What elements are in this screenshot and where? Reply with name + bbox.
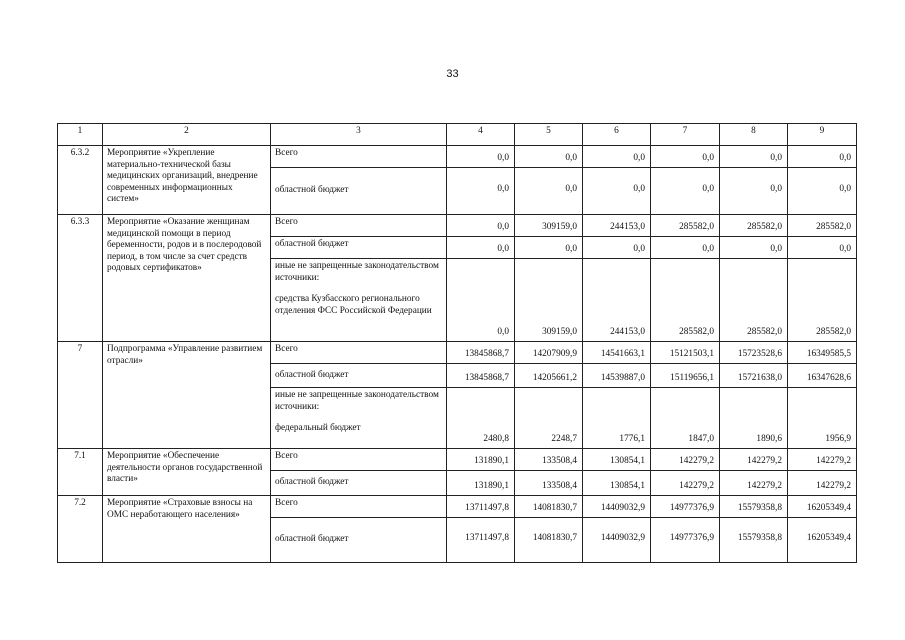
funding-source: областной бюджет [271,168,447,215]
value-cell: 13711497,8 [447,496,515,518]
value-cell: 0,0 [720,237,788,259]
value-cell: 285582,0 [720,259,788,342]
value-cell: 0,0 [515,168,583,215]
funding-source: Всего [271,496,447,518]
activity-name: Мероприятие «Оказание женщинам медицинской помощи в период беременности, родов и в послеродовой период, в том числе за счет средств родовых сертификатов» [103,215,271,342]
value-cell: 133508,4 [515,471,583,496]
value-cell: 285582,0 [788,215,857,237]
value-cell: 16347628,6 [788,364,857,388]
value-cell: 13845868,7 [447,342,515,364]
value-cell: 142279,2 [788,449,857,471]
value-cell: 0,0 [447,237,515,259]
value-cell: 14977376,9 [651,496,720,518]
value-cell: 0,0 [515,146,583,168]
row-number: 7.2 [58,496,103,563]
value-cell: 15579358,8 [720,518,788,563]
value-cell: 142279,2 [720,449,788,471]
funding-source: областной бюджет [271,518,447,563]
header-cell: 1 [58,124,103,146]
value-cell: 14977376,9 [651,518,720,563]
header-cell: 2 [103,124,271,146]
value-cell: 14539887,0 [583,364,651,388]
value-cell: 16349585,5 [788,342,857,364]
value-cell: 0,0 [583,146,651,168]
value-cell: 142279,2 [651,471,720,496]
header-cell: 6 [583,124,651,146]
value-cell: 15119656,1 [651,364,720,388]
value-cell: 131890,1 [447,471,515,496]
value-cell: 0,0 [788,168,857,215]
value-cell: 244153,0 [583,215,651,237]
value-cell: 309159,0 [515,215,583,237]
value-cell: 0,0 [447,215,515,237]
activity-name: Мероприятие «Укрепление материально-технической базы медицинских организаций, внедрение современных информационных систем» [103,146,271,215]
value-cell: 285582,0 [651,259,720,342]
header-cell: 5 [515,124,583,146]
value-cell: 16205349,4 [788,496,857,518]
row-number: 6.3.3 [58,215,103,342]
value-cell: 1956,9 [788,388,857,449]
value-cell: 0,0 [447,146,515,168]
value-cell: 285582,0 [720,215,788,237]
funding-source: областной бюджет [271,364,447,388]
header-row [58,124,857,146]
value-cell: 15723528,6 [720,342,788,364]
funding-source: Всего [271,215,447,237]
value-cell: 0,0 [788,237,857,259]
value-cell: 309159,0 [515,259,583,342]
value-cell: 0,0 [720,168,788,215]
funding-source: Всего [271,449,447,471]
activity-name: Мероприятие «Страховые взносы на ОМС неработающего населения» [103,496,271,563]
funding-source: областной бюджет [271,237,447,259]
value-cell: 16205349,4 [788,518,857,563]
funding-source: Всего [271,342,447,364]
value-cell: 0,0 [583,237,651,259]
value-cell: 0,0 [515,237,583,259]
value-cell: 15121503,1 [651,342,720,364]
header-cell: 8 [720,124,788,146]
value-cell: 285582,0 [788,259,857,342]
value-cell: 14541663,1 [583,342,651,364]
value-cell: 0,0 [583,168,651,215]
value-cell: 15579358,8 [720,496,788,518]
value-cell: 0,0 [651,237,720,259]
value-cell: 14205661,2 [515,364,583,388]
funding-source [271,388,447,449]
funding-source-label: иные не запрещенные законодательством источники: [275,261,439,283]
value-cell: 15721638,0 [720,364,788,388]
row-number: 7.1 [58,449,103,496]
value-cell: 1847,0 [651,388,720,449]
value-cell: 142279,2 [788,471,857,496]
value-cell: 13711497,8 [447,518,515,563]
page-number: 33 [446,68,459,80]
value-cell: 131890,1 [447,449,515,471]
value-cell: 285582,0 [651,215,720,237]
value-cell: 0,0 [651,168,720,215]
value-cell: 142279,2 [651,449,720,471]
activity-name: Мероприятие «Обеспечение деятельности органов государственной власти» [103,449,271,496]
value-cell: 142279,2 [720,471,788,496]
value-cell: 0,0 [651,146,720,168]
funding-source: Всего [271,146,447,168]
funding-source-detail: средства Кузбасского регионального отделения ФСС Российской Федерации [275,294,432,316]
value-cell: 133508,4 [515,449,583,471]
table-row [58,496,857,518]
budget-table [57,123,857,563]
value-cell: 13845868,7 [447,364,515,388]
value-cell: 130854,1 [583,471,651,496]
value-cell: 0,0 [720,146,788,168]
table-row [58,215,857,237]
table-row [58,146,857,168]
value-cell: 14409032,9 [583,496,651,518]
header-cell: 4 [447,124,515,146]
value-cell: 1776,1 [583,388,651,449]
header-cell: 3 [271,124,447,146]
value-cell: 14207909,9 [515,342,583,364]
value-cell: 2480,8 [447,388,515,449]
value-cell: 0,0 [447,259,515,342]
value-cell: 2248,7 [515,388,583,449]
activity-name: Подпрограмма «Управление развитием отрасли» [103,342,271,449]
header-cell: 9 [788,124,857,146]
value-cell: 14081830,7 [515,496,583,518]
funding-source-detail: федеральный бюджет [275,423,361,433]
table-row [58,449,857,471]
value-cell: 244153,0 [583,259,651,342]
value-cell: 14081830,7 [515,518,583,563]
value-cell: 14409032,9 [583,518,651,563]
funding-source [271,259,447,342]
funding-source: областной бюджет [271,471,447,496]
funding-source-label: иные не запрещенные законодательством источники: [275,390,439,412]
value-cell: 0,0 [447,168,515,215]
value-cell: 130854,1 [583,449,651,471]
header-cell: 7 [651,124,720,146]
row-number: 6.3.2 [58,146,103,215]
row-number: 7 [58,342,103,449]
value-cell: 1890,6 [720,388,788,449]
table-row [58,342,857,364]
value-cell: 0,0 [788,146,857,168]
